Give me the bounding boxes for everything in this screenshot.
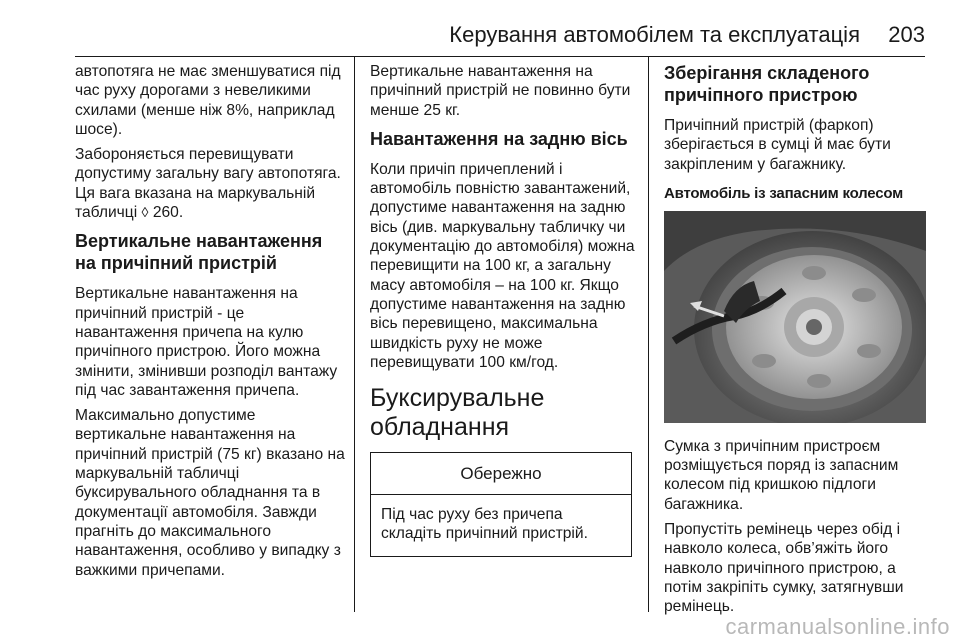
watermark: carmanualsonline.info <box>725 614 950 639</box>
caution-title: Обережно <box>371 453 631 495</box>
header-divider <box>75 56 925 57</box>
paragraph-bag-location: Сумка з причіпним пристроєм розміщується поряд із запасним колесом під кришкою підлоги багажника. <box>664 437 899 513</box>
page-reference-link[interactable]: 260. <box>152 204 184 222</box>
paragraph-gross-weight-text: Забороняється перевищувати допустиму загальну вагу автопотяга. Ця вага вказана на маркувальній табличці <box>75 146 341 222</box>
heading-storage: Зберігання складеного причіпного пристрою <box>664 63 870 105</box>
paragraph-storage: Причіпний пристрій (фаркоп) зберігається в сумці й має бути закріпленим у багажнику. <box>664 117 891 173</box>
column-divider-2 <box>648 56 649 612</box>
paragraph-max-vertical-load: Максимально допустиме вертикальне навантаження на причіпний пристрій (75 кг) вказано на маркувальній табличці буксирувального обладнання та в документації автомобіля. Завжди прагніть до максимального навантаження, особливо у випадку з важкими причепами. <box>75 407 345 579</box>
paragraph-speed-continuation: автопотяга не має зменшуватися під час руху дорогами з невеликими схилами (менше ніж 8%, наприклад шосе). <box>75 63 341 138</box>
page-header <box>0 0 960 56</box>
paragraph-strap-instructions: Пропустіть ремінець через обід і навколо колеса, обв’яжіть його навколо причіпного пристрою, а потім закріпіть сумку, затягнувши ремінець. <box>664 521 904 616</box>
paragraph-vertical-load-definition: Вертикальне навантаження на причіпний пристрій - це навантаження причепа на кулю причіпного пристрою. Його можна змінити, змінивши розподіл вантажу під час завантаження причепа. <box>75 285 338 399</box>
paragraph-rear-axle-load: Коли причіп причеплений і автомобіль повністю завантажений, допустиме навантаження на задню вісь (див. маркувальну табличку чи документацію до автомобіля) можна перевищити на 100 кг, а загальну масу автомобіля – на 100 кг. Якщо допустиме навантаження на задню вісь перевищено, максимальна швидкість руху не може перевищувати 100 км/год. <box>370 160 635 371</box>
paragraph-min-vertical-load: Вертикальне навантаження на причіпний пристрій не повинно бути менше 25 кг. <box>370 63 631 119</box>
column-middle <box>370 62 635 557</box>
column-right <box>664 62 934 623</box>
caution-body: Під час руху без причепа складіть причіпний пристрій. <box>381 506 588 543</box>
paragraph-gross-weight <box>75 145 345 222</box>
caution-box <box>370 452 632 557</box>
spare-wheel-photo <box>664 211 926 423</box>
page-title: Керування автомобілем та експлуатація <box>449 22 860 47</box>
column-divider-1 <box>354 56 355 612</box>
heading-vertical-load: Вертикальне навантаження на причіпний пристрій <box>75 231 323 274</box>
column-left <box>75 62 345 586</box>
heading-spare-wheel: Автомобіль із запасним колесом <box>664 184 904 202</box>
heading-rear-axle-load: Навантаження на задню вісь <box>370 128 628 149</box>
page-number: 203 <box>888 22 925 47</box>
heading-towing-equipment: Буксирувальне обладнання <box>370 384 545 442</box>
reference-arrow-icon: ◊ <box>141 204 149 221</box>
spare-wheel-photo-icon <box>664 211 926 423</box>
